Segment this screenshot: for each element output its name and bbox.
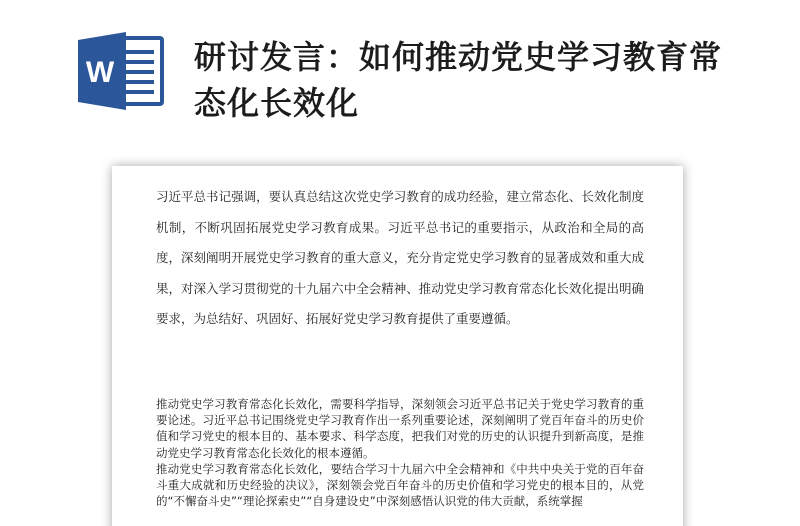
document-preview (112, 166, 683, 526)
logo-letter: W (85, 56, 115, 89)
word-document-icon (76, 30, 168, 112)
document-paragraph-main: 习近平总书记强调，要认真总结这次党史学习教育的成功经验，建立常态化、长效化制度机制，不断巩固拓展党史学习教育成果。习近平总书记的重要指示，从政治和全局的高度，深刻阐明开展党史学习教育的重大意义，充分肯定党史学习教育的显著成效和重大成果，对深入学习贯彻党的十九届六中全会精神、推动党史学习教育常态化长效化提出明确要求，为总结好、巩固好、拓展好党史学习教育提供了重要遵循。 (156, 189, 644, 327)
document-paragraph-2: 推动党史学习教育常态化长效化，需要科学指导，深刻领会习近平总书记关于党史学习教育的重要论述。习近平总书记围绕党史学习教育作出一系列重要论述，深刻阐明了党百年奋斗的历史价值和学习党史的根本目的、基本要求、科学态度，把我们对党的历史的认识提升到新高度，是推动党史学习教育常态化长效化的根本遵循。 (156, 397, 644, 460)
page-title: 研讨发言：如何推动党史学习教育常态化长效化 (194, 38, 723, 122)
document-small-text-block (156, 396, 644, 509)
document-paragraph-3: 推动党史学习教育常态化长效化，要结合学习十九届六中全会精神和《中共中央关于党的百年奋斗重大成就和历史经验的决议》，深刻领会党百年奋斗的历史价值和学习党史的根本目的，从党的“不懈奋斗史”“理论探索史”“自身建设史”中深刻感悟认识党的伟大贡献，系统掌握 (156, 461, 644, 509)
